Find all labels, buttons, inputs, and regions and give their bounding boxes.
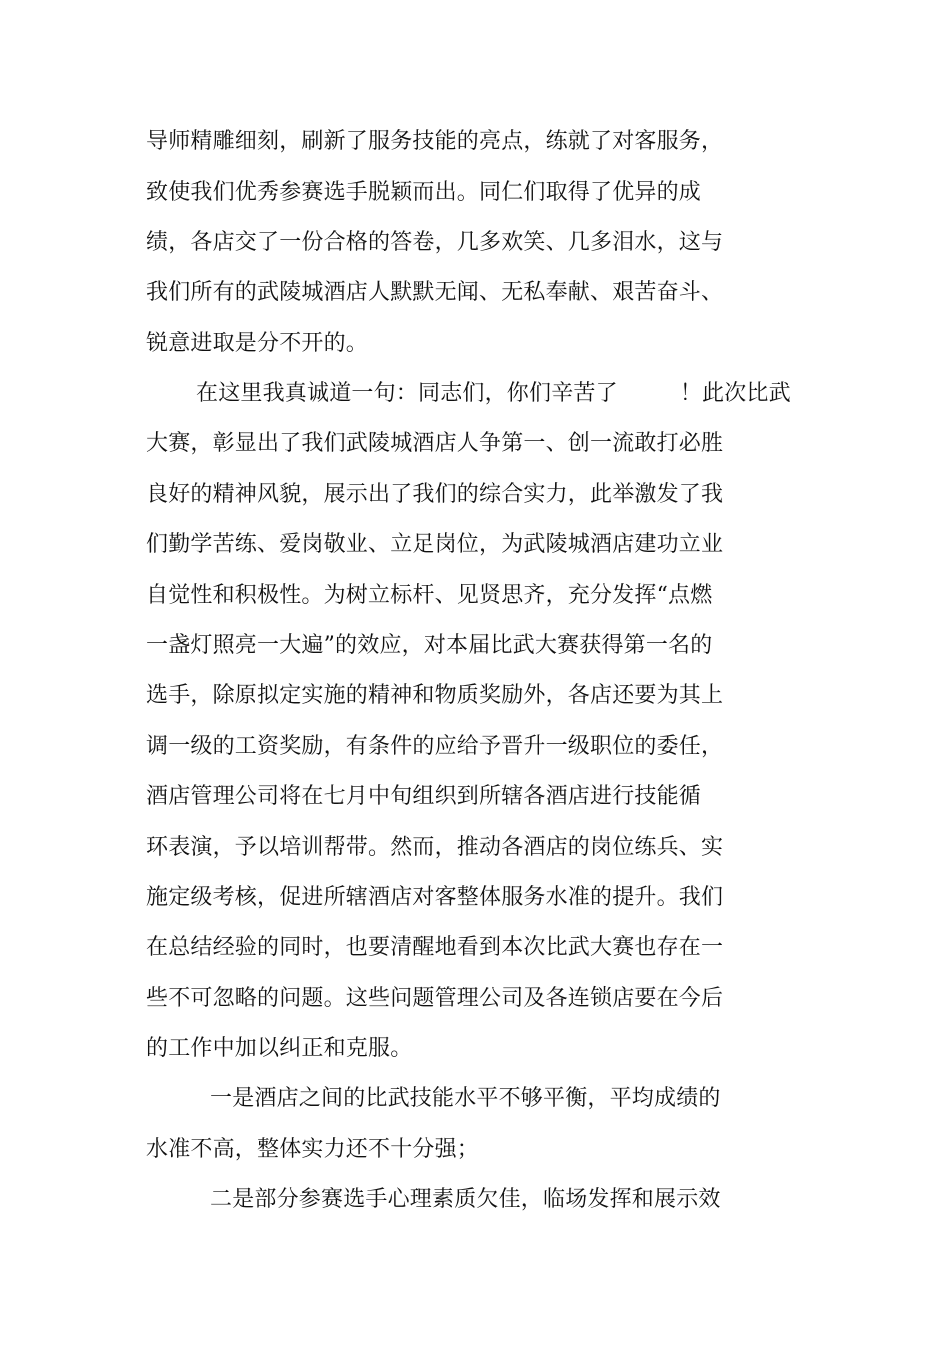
text-line: 的工作中加以纠正和克服。 bbox=[146, 1036, 413, 1061]
text-line: 们勤学苦练、爱岗敬业、立足岗位，为武陵城酒店建功立业 bbox=[146, 532, 724, 557]
text-line: 一盏灯照亮一大遍”的效应，对本届比武大赛获得第一名的 bbox=[146, 633, 713, 658]
text-segment: 在这里我真诚道一句：同志们，你们辛苦了 bbox=[196, 381, 618, 406]
text-line: 调一级的工资奖励，有条件的应给予晋升一级职位的委任， bbox=[146, 734, 724, 759]
text-segment: ！此次比武 bbox=[679, 381, 791, 406]
text-line: 导师精雕细刻，刷新了服务技能的亮点，练就了对客服务， bbox=[146, 129, 724, 154]
text-line: 水准不高，整体实力还不十分强； bbox=[146, 1137, 480, 1162]
text-line: 大赛，彰显出了我们武陵城酒店人争第一、创一流敢打必胜 bbox=[146, 431, 724, 456]
text-line: 锐意进取是分不开的。 bbox=[146, 331, 369, 356]
text-line: 良好的精神风貌，展示出了我们的综合实力，此举激发了我 bbox=[146, 482, 724, 507]
text-line: 二是部分参赛选手心理素质欠佳，临场发挥和展示效 bbox=[210, 1187, 721, 1212]
text-line: 绩，各店交了一份合格的答卷，几多欢笑、几多泪水，这与 bbox=[146, 230, 724, 255]
text-line: 环表演，予以培训帮带。然而，推动各酒店的岗位练兵、实 bbox=[146, 835, 724, 860]
text-line: 自觉性和积极性。为树立标杆、见贤思齐，充分发挥“点燃 bbox=[146, 583, 713, 608]
paragraph-line bbox=[196, 380, 791, 408]
text-line: 一是酒店之间的比武技能水平不够平衡，平均成绩的 bbox=[210, 1086, 721, 1111]
text-line: 我们所有的武陵城酒店人默默无闻、无私奉献、艰苦奋斗、 bbox=[146, 280, 724, 305]
text-line: 施定级考核，促进所辖酒店对客整体服务水准的提升。我们 bbox=[146, 885, 724, 910]
text-line: 些不可忽略的问题。这些问题管理公司及各连锁店要在今后 bbox=[146, 986, 724, 1011]
text-line: 酒店管理公司将在七月中旬组织到所辖各酒店进行技能循 bbox=[146, 784, 702, 809]
text-line: 致使我们优秀参赛选手脱颖而出。同仁们取得了优异的成 bbox=[146, 180, 702, 205]
text-line: 在总结经验的同时，也要清醒地看到本次比武大赛也存在一 bbox=[146, 935, 724, 960]
text-line: 选手，除原拟定实施的精神和物质奖励外，各店还要为其上 bbox=[146, 683, 724, 708]
